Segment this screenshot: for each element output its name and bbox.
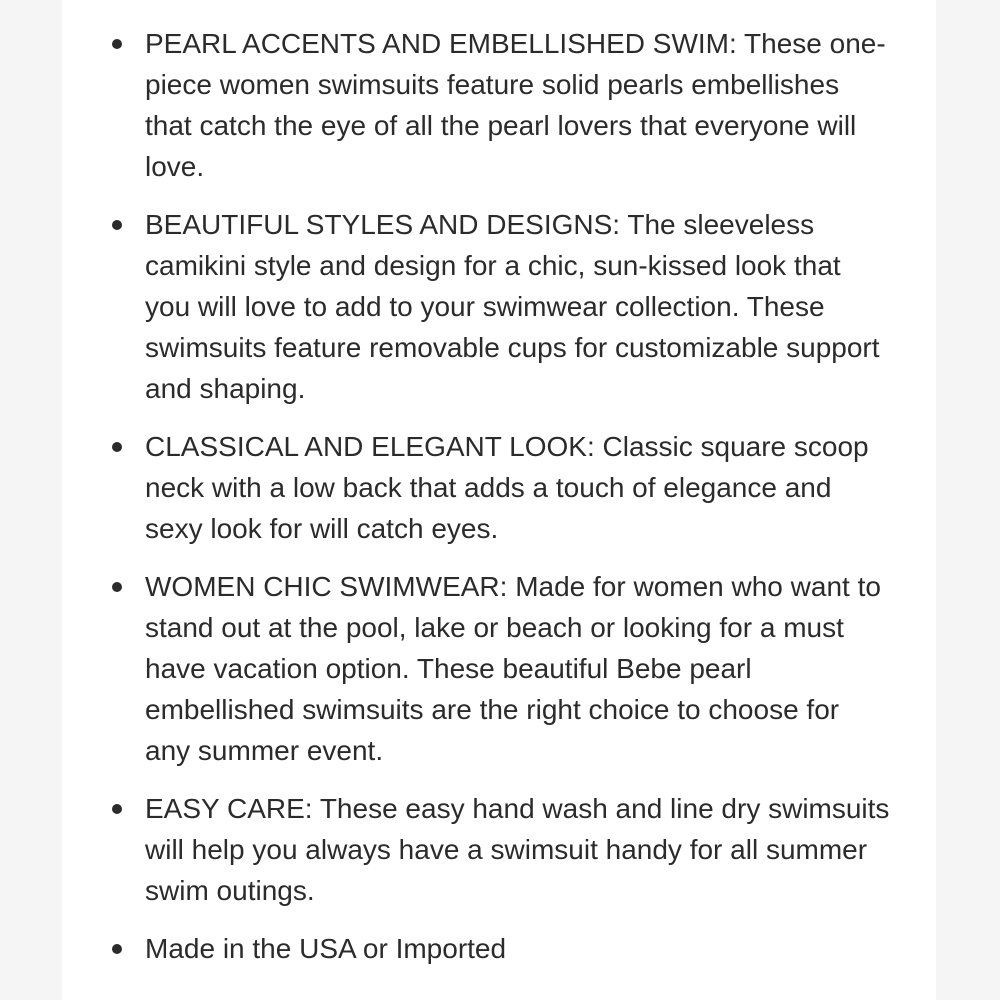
feature-easy-care [110, 788, 890, 911]
bullet-icon [112, 582, 122, 592]
feature-text: WOMEN CHIC SWIMWEAR: Made for women who want to stand out at the pool, lake or beach or looking for a must have vacation option. These beautiful Bebe pearl embellished swimsuits are the right choice to choose for any summer event. [145, 571, 881, 766]
bullet-icon [112, 442, 122, 452]
feature-text: CLASSICAL AND ELEGANT LOOK: Classic square scoop neck with a low back that adds a touch of elegance and sexy look for will catch eyes. [145, 431, 869, 544]
feature-text: EASY CARE: These easy hand wash and line dry swimsuits will help you always have a swimsuit handy for all summer swim outings. [145, 793, 890, 906]
feature-pearl-accents [110, 23, 890, 187]
feature-origin [110, 928, 890, 969]
feature-classical-look [110, 426, 890, 549]
feature-list [110, 23, 890, 969]
bullet-icon [112, 220, 122, 230]
feature-text: Made in the USA or Imported [145, 933, 507, 964]
bullet-icon [112, 39, 122, 49]
feature-beautiful-styles [110, 204, 890, 409]
feature-text: BEAUTIFUL STYLES AND DESIGNS: The sleeveless camikini style and design for a chic, sun-kissed look that you will love to add to your swimwear collection. These swimsuits feature removable cups for customizable support and shaping. [145, 209, 880, 404]
bullet-icon [112, 944, 122, 954]
bullet-icon [112, 804, 122, 814]
feature-text: PEARL ACCENTS AND EMBELLISHED SWIM: These one-piece women swimsuits feature solid pearls embellishes that catch the eye of all the pearl lovers that everyone will love. [145, 28, 886, 182]
feature-chic-swimwear [110, 566, 890, 771]
